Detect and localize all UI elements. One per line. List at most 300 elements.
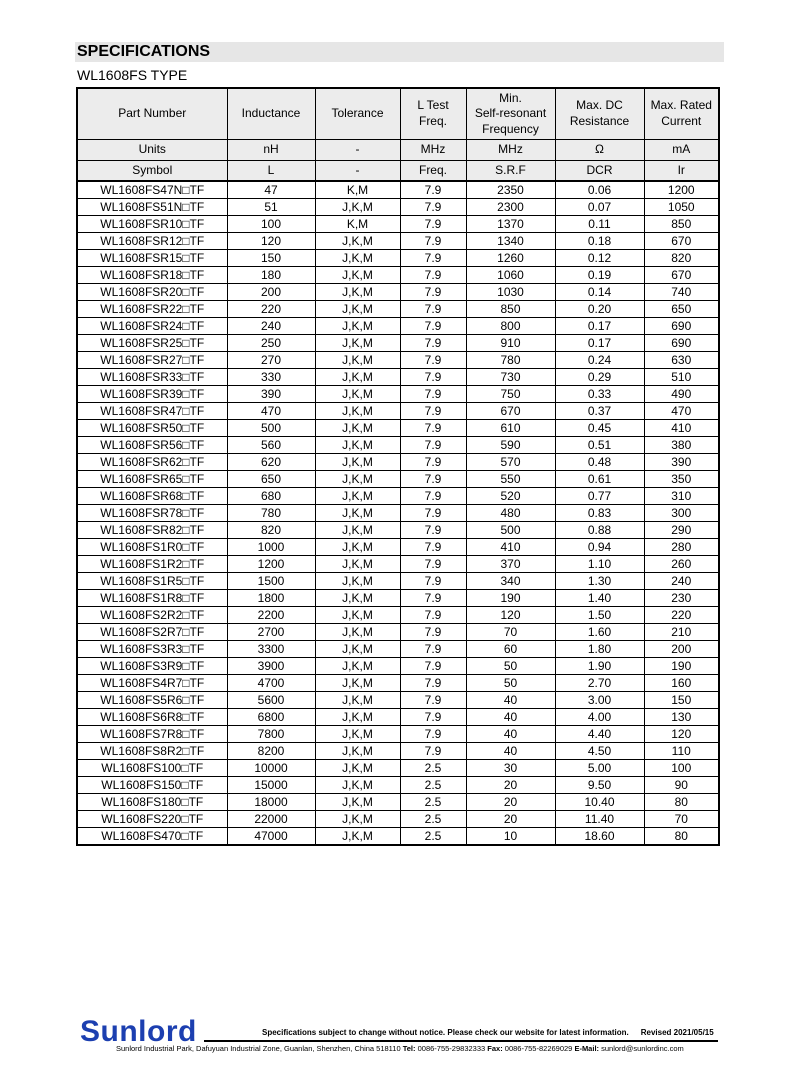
cell-test-freq: 7.9: [400, 216, 466, 233]
cell-srf: 1370: [466, 216, 555, 233]
revised-date: Revised 2021/05/15: [640, 1028, 714, 1037]
symbol-srf: S.R.F: [466, 161, 555, 182]
cell-tolerance: J,K,M: [315, 352, 400, 369]
cell-tolerance: J,K,M: [315, 233, 400, 250]
cell-dcr: 11.40: [555, 811, 644, 828]
cell-inductance: 500: [227, 420, 315, 437]
cell-inductance: 51: [227, 199, 315, 216]
cell-test-freq: 7.9: [400, 454, 466, 471]
cell-part-number: WL1608FSR47□TF: [77, 403, 227, 420]
cell-part-number: WL1608FSR33□TF: [77, 369, 227, 386]
cell-part-number: WL1608FS1R0□TF: [77, 539, 227, 556]
cell-tolerance: J,K,M: [315, 539, 400, 556]
cell-inductance: 390: [227, 386, 315, 403]
header-srf: [466, 88, 555, 140]
cell-inductance: 200: [227, 284, 315, 301]
cell-srf: 780: [466, 352, 555, 369]
cell-rated-current: 190: [644, 658, 719, 675]
cell-inductance: 820: [227, 522, 315, 539]
header-line: Current: [661, 114, 702, 128]
cell-rated-current: 200: [644, 641, 719, 658]
cell-tolerance: J,K,M: [315, 658, 400, 675]
cell-part-number: WL1608FS7R8□TF: [77, 726, 227, 743]
cell-test-freq: 7.9: [400, 233, 466, 250]
table-row: [77, 233, 719, 250]
unit-rated-current: mA: [644, 140, 719, 161]
cell-rated-current: 310: [644, 488, 719, 505]
cell-inductance: 220: [227, 301, 315, 318]
footer-note: [262, 1028, 714, 1037]
cell-tolerance: J,K,M: [315, 369, 400, 386]
cell-dcr: 18.60: [555, 828, 644, 846]
cell-tolerance: K,M: [315, 216, 400, 233]
cell-inductance: 470: [227, 403, 315, 420]
cell-srf: 50: [466, 658, 555, 675]
cell-dcr: 2.70: [555, 675, 644, 692]
symbol-part-number: Symbol: [77, 161, 227, 182]
unit-part-number: Units: [77, 140, 227, 161]
cell-inductance: 100: [227, 216, 315, 233]
cell-dcr: 1.50: [555, 607, 644, 624]
table-row: [77, 301, 719, 318]
table-row: [77, 488, 719, 505]
cell-inductance: 2200: [227, 607, 315, 624]
cell-rated-current: 260: [644, 556, 719, 573]
cell-dcr: 4.00: [555, 709, 644, 726]
cell-tolerance: J,K,M: [315, 624, 400, 641]
cell-dcr: 1.60: [555, 624, 644, 641]
cell-srf: 190: [466, 590, 555, 607]
table-row: [77, 726, 719, 743]
cell-dcr: 0.18: [555, 233, 644, 250]
cell-tolerance: J,K,M: [315, 726, 400, 743]
cell-srf: 500: [466, 522, 555, 539]
cell-part-number: WL1608FS4R7□TF: [77, 675, 227, 692]
cell-srf: 40: [466, 709, 555, 726]
cell-tolerance: J,K,M: [315, 505, 400, 522]
symbol-inductance: L: [227, 161, 315, 182]
cell-test-freq: 7.9: [400, 369, 466, 386]
cell-srf: 370: [466, 556, 555, 573]
unit-dcr: Ω: [555, 140, 644, 161]
cell-srf: 60: [466, 641, 555, 658]
symbol-tolerance: -: [315, 161, 400, 182]
section-header-bar: [75, 42, 724, 62]
cell-dcr: 1.10: [555, 556, 644, 573]
cell-test-freq: 7.9: [400, 624, 466, 641]
cell-dcr: 9.50: [555, 777, 644, 794]
unit-inductance: nH: [227, 140, 315, 161]
fax-label: Fax:: [487, 1044, 503, 1053]
cell-rated-current: 210: [644, 624, 719, 641]
cell-part-number: WL1608FS150□TF: [77, 777, 227, 794]
cell-inductance: 650: [227, 471, 315, 488]
cell-srf: 410: [466, 539, 555, 556]
cell-tolerance: J,K,M: [315, 471, 400, 488]
cell-inductance: 47: [227, 181, 315, 199]
cell-dcr: 1.90: [555, 658, 644, 675]
cell-part-number: WL1608FSR56□TF: [77, 437, 227, 454]
cell-part-number: WL1608FS1R5□TF: [77, 573, 227, 590]
section-title: SPECIFICATIONS: [77, 43, 211, 60]
table-row: [77, 811, 719, 828]
table-row: [77, 403, 719, 420]
cell-rated-current: 90: [644, 777, 719, 794]
table-row: [77, 828, 719, 846]
table-row: [77, 522, 719, 539]
units-row: [77, 140, 719, 161]
cell-tolerance: J,K,M: [315, 709, 400, 726]
cell-tolerance: J,K,M: [315, 420, 400, 437]
cell-srf: 850: [466, 301, 555, 318]
header-line: Tolerance: [331, 106, 384, 121]
cell-rated-current: 120: [644, 726, 719, 743]
table-row: [77, 743, 719, 760]
cell-srf: 2300: [466, 199, 555, 216]
cell-rated-current: 690: [644, 318, 719, 335]
table-row: [77, 692, 719, 709]
cell-rated-current: 240: [644, 573, 719, 590]
cell-srf: 550: [466, 471, 555, 488]
cell-srf: 670: [466, 403, 555, 420]
cell-test-freq: 7.9: [400, 284, 466, 301]
cell-srf: 1060: [466, 267, 555, 284]
table-row: [77, 216, 719, 233]
cell-dcr: 0.48: [555, 454, 644, 471]
cell-srf: 70: [466, 624, 555, 641]
cell-part-number: WL1608FSR15□TF: [77, 250, 227, 267]
cell-part-number: WL1608FS3R9□TF: [77, 658, 227, 675]
cell-test-freq: 2.5: [400, 760, 466, 777]
cell-tolerance: J,K,M: [315, 760, 400, 777]
table-row: [77, 590, 719, 607]
cell-test-freq: 7.9: [400, 505, 466, 522]
cell-inductance: 560: [227, 437, 315, 454]
cell-test-freq: 2.5: [400, 811, 466, 828]
cell-inductance: 10000: [227, 760, 315, 777]
cell-dcr: 0.19: [555, 267, 644, 284]
cell-test-freq: 7.9: [400, 539, 466, 556]
cell-rated-current: 850: [644, 216, 719, 233]
cell-dcr: 0.11: [555, 216, 644, 233]
cell-tolerance: J,K,M: [315, 454, 400, 471]
table-row: [77, 181, 719, 199]
cell-test-freq: 7.9: [400, 267, 466, 284]
table-row: [77, 454, 719, 471]
cell-srf: 30: [466, 760, 555, 777]
cell-dcr: 0.33: [555, 386, 644, 403]
cell-part-number: WL1608FSR18□TF: [77, 267, 227, 284]
cell-part-number: WL1608FS470□TF: [77, 828, 227, 846]
cell-srf: 800: [466, 318, 555, 335]
cell-rated-current: 820: [644, 250, 719, 267]
cell-srf: 610: [466, 420, 555, 437]
cell-srf: 1340: [466, 233, 555, 250]
footer-divider: [204, 1040, 718, 1042]
cell-part-number: WL1608FS180□TF: [77, 794, 227, 811]
cell-srf: 120: [466, 607, 555, 624]
cell-rated-current: 690: [644, 335, 719, 352]
table-row: [77, 284, 719, 301]
cell-inductance: 18000: [227, 794, 315, 811]
cell-inductance: 780: [227, 505, 315, 522]
cell-dcr: 0.07: [555, 199, 644, 216]
cell-test-freq: 7.9: [400, 709, 466, 726]
table-row: [77, 369, 719, 386]
cell-test-freq: 2.5: [400, 828, 466, 846]
cell-rated-current: 390: [644, 454, 719, 471]
cell-rated-current: 230: [644, 590, 719, 607]
cell-srf: 910: [466, 335, 555, 352]
table-row: [77, 539, 719, 556]
cell-part-number: WL1608FS3R3□TF: [77, 641, 227, 658]
cell-test-freq: 7.9: [400, 726, 466, 743]
cell-inductance: 240: [227, 318, 315, 335]
table-row: [77, 760, 719, 777]
cell-rated-current: 110: [644, 743, 719, 760]
cell-inductance: 680: [227, 488, 315, 505]
disclaimer-text: Specifications subject to change without notice. Please check our website for latest information.: [262, 1028, 629, 1037]
cell-tolerance: J,K,M: [315, 794, 400, 811]
cell-tolerance: J,K,M: [315, 488, 400, 505]
cell-test-freq: 7.9: [400, 199, 466, 216]
cell-rated-current: 630: [644, 352, 719, 369]
cell-dcr: 0.61: [555, 471, 644, 488]
cell-rated-current: 670: [644, 267, 719, 284]
header-line: Part Number: [118, 106, 187, 121]
header-line: Min.: [499, 90, 522, 105]
cell-test-freq: 7.9: [400, 318, 466, 335]
cell-test-freq: 2.5: [400, 794, 466, 811]
cell-dcr: 0.14: [555, 284, 644, 301]
cell-part-number: WL1608FSR39□TF: [77, 386, 227, 403]
cell-part-number: WL1608FSR10□TF: [77, 216, 227, 233]
cell-test-freq: 7.9: [400, 386, 466, 403]
cell-part-number: WL1608FS100□TF: [77, 760, 227, 777]
cell-srf: 2350: [466, 181, 555, 199]
cell-inductance: 120: [227, 233, 315, 250]
cell-test-freq: 7.9: [400, 590, 466, 607]
cell-tolerance: J,K,M: [315, 386, 400, 403]
cell-part-number: WL1608FS2R2□TF: [77, 607, 227, 624]
cell-test-freq: 7.9: [400, 335, 466, 352]
cell-rated-current: 280: [644, 539, 719, 556]
cell-dcr: 1.80: [555, 641, 644, 658]
table-row: [77, 318, 719, 335]
cell-rated-current: 160: [644, 675, 719, 692]
cell-srf: 520: [466, 488, 555, 505]
type-title: WL1608FS TYPE: [77, 67, 188, 83]
cell-part-number: WL1608FSR62□TF: [77, 454, 227, 471]
cell-dcr: 5.00: [555, 760, 644, 777]
cell-test-freq: 7.9: [400, 607, 466, 624]
cell-rated-current: 510: [644, 369, 719, 386]
cell-rated-current: 130: [644, 709, 719, 726]
cell-part-number: WL1608FS8R2□TF: [77, 743, 227, 760]
cell-test-freq: 7.9: [400, 488, 466, 505]
cell-tolerance: J,K,M: [315, 573, 400, 590]
cell-rated-current: 150: [644, 692, 719, 709]
cell-inductance: 1000: [227, 539, 315, 556]
cell-tolerance: J,K,M: [315, 692, 400, 709]
header-rated-current: [644, 88, 719, 140]
cell-dcr: 0.20: [555, 301, 644, 318]
cell-tolerance: J,K,M: [315, 522, 400, 539]
cell-part-number: WL1608FS1R8□TF: [77, 590, 227, 607]
symbol-test-freq: Freq.: [400, 161, 466, 182]
cell-srf: 340: [466, 573, 555, 590]
cell-srf: 40: [466, 726, 555, 743]
cell-inductance: 620: [227, 454, 315, 471]
cell-tolerance: J,K,M: [315, 335, 400, 352]
cell-dcr: 0.51: [555, 437, 644, 454]
table-row: [77, 250, 719, 267]
header-line: Max. DC: [576, 98, 623, 113]
email-label: E-Mail:: [574, 1044, 600, 1053]
cell-dcr: 0.88: [555, 522, 644, 539]
cell-rated-current: 350: [644, 471, 719, 488]
cell-dcr: 0.17: [555, 335, 644, 352]
cell-tolerance: J,K,M: [315, 284, 400, 301]
cell-test-freq: 7.9: [400, 181, 466, 199]
cell-dcr: 0.29: [555, 369, 644, 386]
cell-tolerance: J,K,M: [315, 250, 400, 267]
cell-tolerance: J,K,M: [315, 811, 400, 828]
cell-inductance: 7800: [227, 726, 315, 743]
table-row: [77, 709, 719, 726]
cell-tolerance: J,K,M: [315, 301, 400, 318]
cell-part-number: WL1608FSR27□TF: [77, 352, 227, 369]
table-row: [77, 267, 719, 284]
cell-srf: 730: [466, 369, 555, 386]
cell-test-freq: 7.9: [400, 743, 466, 760]
cell-test-freq: 7.9: [400, 641, 466, 658]
cell-srf: 750: [466, 386, 555, 403]
table-row: [77, 437, 719, 454]
cell-tolerance: J,K,M: [315, 403, 400, 420]
header-line: Resistance: [569, 114, 630, 128]
cell-rated-current: 490: [644, 386, 719, 403]
cell-inductance: 5600: [227, 692, 315, 709]
cell-test-freq: 7.9: [400, 352, 466, 369]
address-text: Sunlord Industrial Park, Dafuyuan Industrial Zone, Guanlan, Shenzhen, China 518110: [116, 1044, 401, 1053]
cell-rated-current: 80: [644, 794, 719, 811]
cell-dcr: 4.50: [555, 743, 644, 760]
header-dcr: [555, 88, 644, 140]
cell-srf: 590: [466, 437, 555, 454]
table-row: [77, 573, 719, 590]
cell-part-number: WL1608FS51N□TF: [77, 199, 227, 216]
header-inductance: [227, 88, 315, 140]
table-body: [77, 181, 719, 845]
cell-srf: 570: [466, 454, 555, 471]
header-line: Frequency: [482, 121, 539, 136]
cell-part-number: WL1608FSR65□TF: [77, 471, 227, 488]
cell-rated-current: 290: [644, 522, 719, 539]
cell-dcr: 0.06: [555, 181, 644, 199]
cell-dcr: 0.77: [555, 488, 644, 505]
cell-tolerance: J,K,M: [315, 675, 400, 692]
cell-rated-current: 670: [644, 233, 719, 250]
unit-test-freq: MHz: [400, 140, 466, 161]
cell-rated-current: 740: [644, 284, 719, 301]
cell-tolerance: K,M: [315, 181, 400, 199]
table-row: [77, 471, 719, 488]
table-row: [77, 777, 719, 794]
table-row: [77, 505, 719, 522]
tel-label: Tel:: [402, 1044, 416, 1053]
cell-inductance: 1800: [227, 590, 315, 607]
cell-rated-current: 300: [644, 505, 719, 522]
header-line: Freq.: [418, 114, 447, 128]
cell-dcr: 3.00: [555, 692, 644, 709]
symbol-row: [77, 161, 719, 182]
cell-srf: 480: [466, 505, 555, 522]
cell-rated-current: 650: [644, 301, 719, 318]
cell-part-number: WL1608FSR50□TF: [77, 420, 227, 437]
cell-srf: 40: [466, 743, 555, 760]
cell-part-number: WL1608FS1R2□TF: [77, 556, 227, 573]
cell-part-number: WL1608FS6R8□TF: [77, 709, 227, 726]
cell-dcr: 1.40: [555, 590, 644, 607]
cell-dcr: 1.30: [555, 573, 644, 590]
cell-part-number: WL1608FSR25□TF: [77, 335, 227, 352]
cell-inductance: 150: [227, 250, 315, 267]
cell-inductance: 3300: [227, 641, 315, 658]
cell-rated-current: 1050: [644, 199, 719, 216]
cell-srf: 50: [466, 675, 555, 692]
unit-tolerance: -: [315, 140, 400, 161]
cell-rated-current: 470: [644, 403, 719, 420]
table-row: [77, 794, 719, 811]
table-header-row: [77, 88, 719, 140]
cell-part-number: WL1608FSR22□TF: [77, 301, 227, 318]
cell-dcr: 0.37: [555, 403, 644, 420]
cell-rated-current: 220: [644, 607, 719, 624]
cell-rated-current: 70: [644, 811, 719, 828]
tel-value: 0086-755-29832333: [417, 1044, 486, 1053]
cell-tolerance: J,K,M: [315, 437, 400, 454]
email-value: sunlord@sunlordinc.com: [601, 1044, 684, 1053]
cell-dcr: 0.94: [555, 539, 644, 556]
table-row: [77, 675, 719, 692]
table-row: [77, 624, 719, 641]
specifications-table: [76, 87, 720, 846]
cell-part-number: WL1608FS5R6□TF: [77, 692, 227, 709]
header-tolerance: [315, 88, 400, 140]
cell-inductance: 4700: [227, 675, 315, 692]
table-row: [77, 607, 719, 624]
cell-test-freq: 7.9: [400, 301, 466, 318]
cell-part-number: WL1608FS47N□TF: [77, 181, 227, 199]
cell-srf: 40: [466, 692, 555, 709]
cell-part-number: WL1608FSR82□TF: [77, 522, 227, 539]
cell-dcr: 0.24: [555, 352, 644, 369]
cell-srf: 20: [466, 811, 555, 828]
cell-dcr: 0.17: [555, 318, 644, 335]
cell-test-freq: 7.9: [400, 556, 466, 573]
cell-dcr: 0.12: [555, 250, 644, 267]
cell-test-freq: 7.9: [400, 437, 466, 454]
cell-tolerance: J,K,M: [315, 556, 400, 573]
cell-inductance: 15000: [227, 777, 315, 794]
cell-test-freq: 7.9: [400, 471, 466, 488]
cell-part-number: WL1608FSR68□TF: [77, 488, 227, 505]
cell-srf: 20: [466, 794, 555, 811]
header-test-freq: [400, 88, 466, 140]
cell-inductance: 47000: [227, 828, 315, 846]
cell-srf: 1030: [466, 284, 555, 301]
